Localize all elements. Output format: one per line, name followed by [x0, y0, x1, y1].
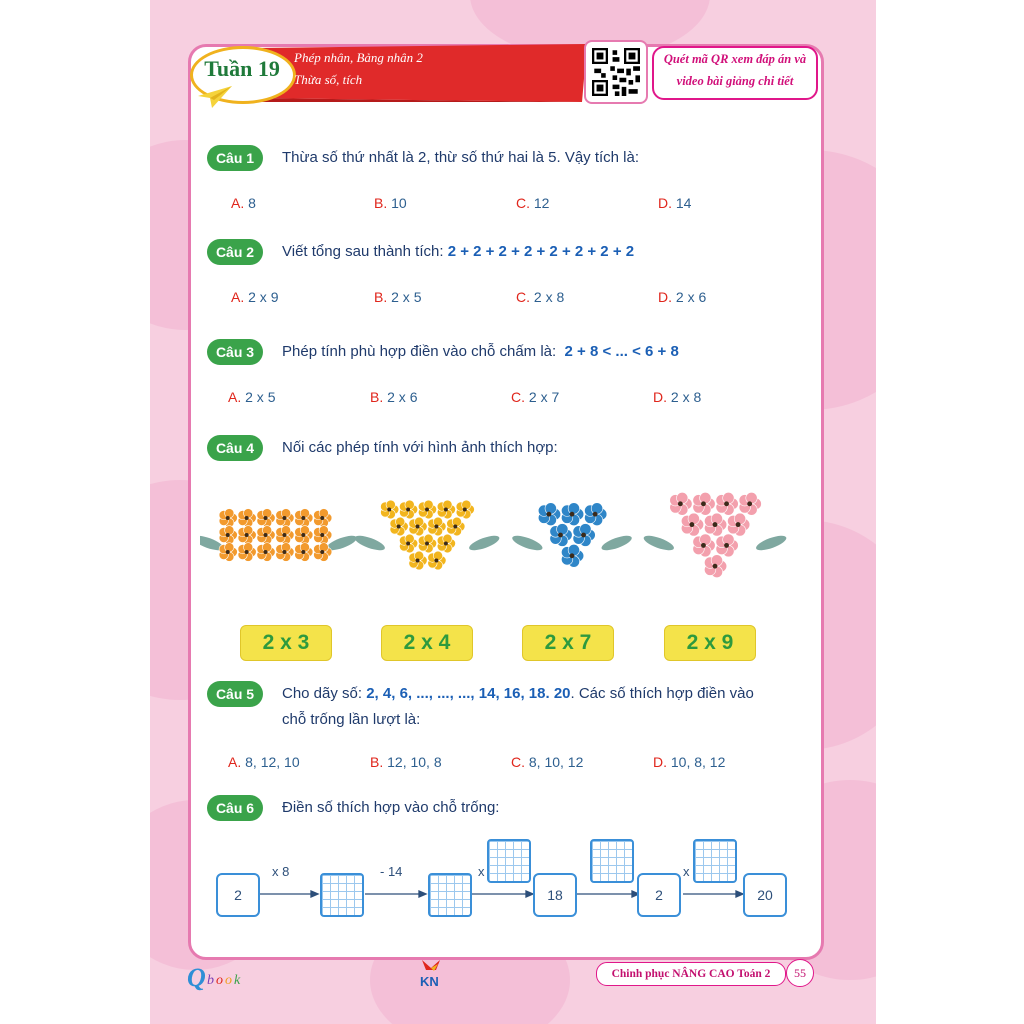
option-value: 2 x 6: [675, 289, 707, 305]
svg-text:o: o: [216, 973, 223, 988]
question-1-text: Thừa số thứ nhất là 2, thừ số thứ hai là 5. Vậy tích là:: [282, 149, 640, 166]
option-value: 8, 10, 12: [528, 754, 584, 770]
question-1-label: Câu 1: [207, 145, 263, 171]
q1-option-d[interactable]: [658, 195, 691, 211]
chain-op-1: x 8: [272, 864, 290, 879]
match-tile-3[interactable]: [522, 625, 614, 661]
topic-line-1: Phép nhân, Bảng nhân 2: [294, 50, 423, 65]
svg-text:KN: KN: [420, 974, 439, 988]
svg-text:Q: Q: [187, 963, 206, 992]
q3-option-c[interactable]: [511, 389, 559, 405]
option-value: 2 x 5: [391, 289, 422, 305]
q5-option-a[interactable]: [228, 754, 300, 770]
chain-op-2: - 14: [380, 864, 403, 879]
chain-value-18: 18: [533, 873, 577, 917]
q1-option-a[interactable]: [231, 195, 256, 211]
question-5-text-line-2: chỗ trống lần lượt là:: [282, 711, 421, 728]
qr-code[interactable]: [584, 40, 648, 104]
option-letter: A.: [231, 289, 245, 305]
question-4-label: Câu 4: [207, 435, 263, 461]
chain-blank-3[interactable]: [487, 839, 531, 883]
qbook-logo: [185, 960, 265, 994]
kn-logo: [418, 958, 444, 988]
question-5-label: Câu 5: [207, 681, 263, 707]
option-value: 2 x 7: [528, 389, 560, 405]
flower-group-3: [511, 503, 634, 568]
qr-note: [652, 46, 818, 100]
q3-option-d[interactable]: [653, 389, 701, 405]
option-letter: D.: [653, 754, 667, 770]
option-letter: D.: [658, 289, 672, 305]
q2-option-a[interactable]: [231, 289, 278, 305]
option-letter: C.: [511, 389, 525, 405]
option-value: 2 x 6: [387, 389, 418, 405]
match-tile-label: 2 x 3: [262, 631, 310, 654]
option-value: 8, 12, 10: [245, 754, 300, 770]
option-letter: A.: [231, 195, 245, 211]
option-value: 8: [248, 195, 256, 211]
chain-value-2: 2: [637, 873, 681, 917]
option-value: 10: [391, 195, 407, 211]
q2-option-b[interactable]: [374, 289, 421, 305]
option-letter: B.: [374, 195, 388, 211]
qr-code-icon: [592, 48, 640, 96]
option-letter: B.: [370, 389, 384, 405]
option-value: 10, 8, 12: [670, 754, 726, 770]
question-3-label: Câu 3: [207, 339, 263, 365]
question-2-label: Câu 2: [207, 239, 263, 265]
question-3-prompt: Phép tính phù hợp điền vào chỗ chấm là:: [282, 343, 557, 360]
chain-blank-2[interactable]: [428, 873, 472, 917]
match-tile-label: 2 x 7: [544, 631, 592, 654]
q1-option-b[interactable]: [374, 195, 407, 211]
option-value: 2 x 8: [670, 389, 702, 405]
qr-note-line-1: Quét mã QR xem đáp án và: [663, 52, 807, 66]
question-3-text: [282, 343, 679, 360]
question-2-prompt: Viết tổng sau thành tích:: [282, 243, 444, 260]
question-4-text: Nối các phép tính với hình ảnh thích hợp:: [282, 439, 558, 456]
q1-option-c[interactable]: [516, 195, 549, 211]
option-value: 14: [675, 195, 692, 211]
match-tile-1[interactable]: [240, 625, 332, 661]
q2-option-d[interactable]: [658, 289, 706, 305]
flower-group-2: [353, 500, 501, 570]
chain-op-3: x: [478, 864, 485, 879]
chain-blank-4[interactable]: [590, 839, 634, 883]
flower-group-1: [200, 509, 358, 562]
week-title: Tuần 19: [204, 56, 280, 81]
question-2-expression: 2 + 2 + 2 + 2 + 2 + 2 + 2 + 2: [447, 243, 635, 260]
q5-option-b[interactable]: [370, 754, 442, 770]
chain-blank-5[interactable]: [693, 839, 737, 883]
option-letter: D.: [653, 389, 667, 405]
topic-line-2: Thừa số, tích: [294, 72, 363, 87]
q2-option-c[interactable]: [516, 289, 564, 305]
flower-illustrations: [200, 480, 800, 590]
page-number: 55: [786, 959, 814, 987]
question-5-sequence: 2, 4, 6, ..., ..., ..., 14, 16, 18. 20: [366, 685, 571, 702]
option-value: 2 x 5: [245, 389, 276, 405]
question-6-text: Điền số thích hợp vào chỗ trống:: [282, 799, 500, 816]
option-value: 12, 10, 8: [387, 754, 442, 770]
option-value: 12: [533, 195, 550, 211]
option-letter: B.: [374, 289, 388, 305]
option-letter: C.: [511, 754, 525, 770]
question-5-prompt-end: . Các số thích hợp điền vào: [570, 685, 754, 702]
option-letter: B.: [370, 754, 384, 770]
option-letter: D.: [658, 195, 672, 211]
option-letter: C.: [516, 195, 530, 211]
paper-plane-icon: [198, 86, 232, 108]
flower-group-4: [642, 492, 788, 577]
q3-option-b[interactable]: [370, 389, 417, 405]
qr-note-line-2: video bài giảng chi tiết: [676, 74, 794, 88]
option-letter: A.: [228, 754, 242, 770]
chain-value-start: 2: [216, 873, 260, 917]
question-2-text: [282, 243, 634, 260]
svg-text:o: o: [225, 973, 232, 988]
footer-book-title: Chinh phục NÂNG CAO Toán 2: [596, 962, 786, 986]
question-5-text: [282, 685, 754, 702]
chain-blank-1[interactable]: [320, 873, 364, 917]
match-tile-4[interactable]: [664, 625, 756, 661]
q5-option-c[interactable]: [511, 754, 583, 770]
match-tile-label: 2 x 4: [403, 631, 451, 654]
svg-text:k: k: [234, 973, 241, 988]
option-value: 2 x 9: [248, 289, 279, 305]
question-6-label: Câu 6: [207, 795, 263, 821]
match-tile-2[interactable]: [381, 625, 473, 661]
question-3-expression: 2 + 8 < ... < 6 + 8: [564, 343, 679, 360]
svg-text:b: b: [207, 973, 214, 988]
option-value: 2 x 8: [533, 289, 565, 305]
chain-value-20: 20: [743, 873, 787, 917]
question-5-prompt: Cho dãy số:: [282, 685, 363, 702]
match-tile-label: 2 x 9: [686, 631, 734, 654]
chain-op-5: x: [683, 864, 690, 879]
option-letter: A.: [228, 389, 242, 405]
q5-option-d[interactable]: [653, 754, 725, 770]
option-letter: C.: [516, 289, 530, 305]
q3-option-a[interactable]: [228, 389, 275, 405]
